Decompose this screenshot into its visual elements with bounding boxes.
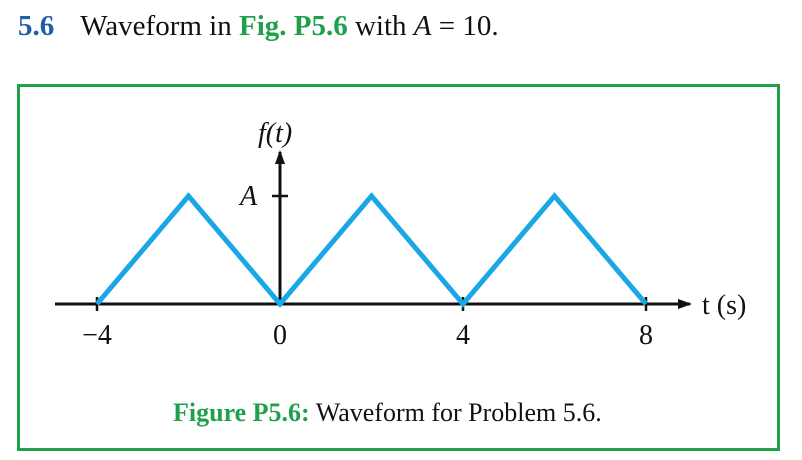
figure-caption [173,396,602,430]
problem-text-before: Waveform in [80,10,239,42]
time-tick-label: 8 [639,320,653,351]
function-label: f(t) [258,118,293,149]
time-tick-label: 4 [456,320,470,351]
time-axis-tick-labels [82,320,653,351]
amplitude-label: A [240,181,258,212]
triangular-waveform [97,196,646,304]
problem-number: 5.6 [18,10,55,42]
time-tick-label: −4 [82,320,112,351]
amplitude-variable: A [413,10,432,42]
caption-text: Waveform for Problem 5.6. [309,398,602,427]
time-axis-label: t (s) [702,290,747,321]
figure-reference-link[interactable]: Fig. P5.6 [238,10,348,42]
problem-text-with: with [347,10,414,42]
time-tick-label: 0 [273,320,287,351]
problem-text-after: = 10. [431,10,499,42]
caption-label: Figure P5.6: [173,398,310,427]
